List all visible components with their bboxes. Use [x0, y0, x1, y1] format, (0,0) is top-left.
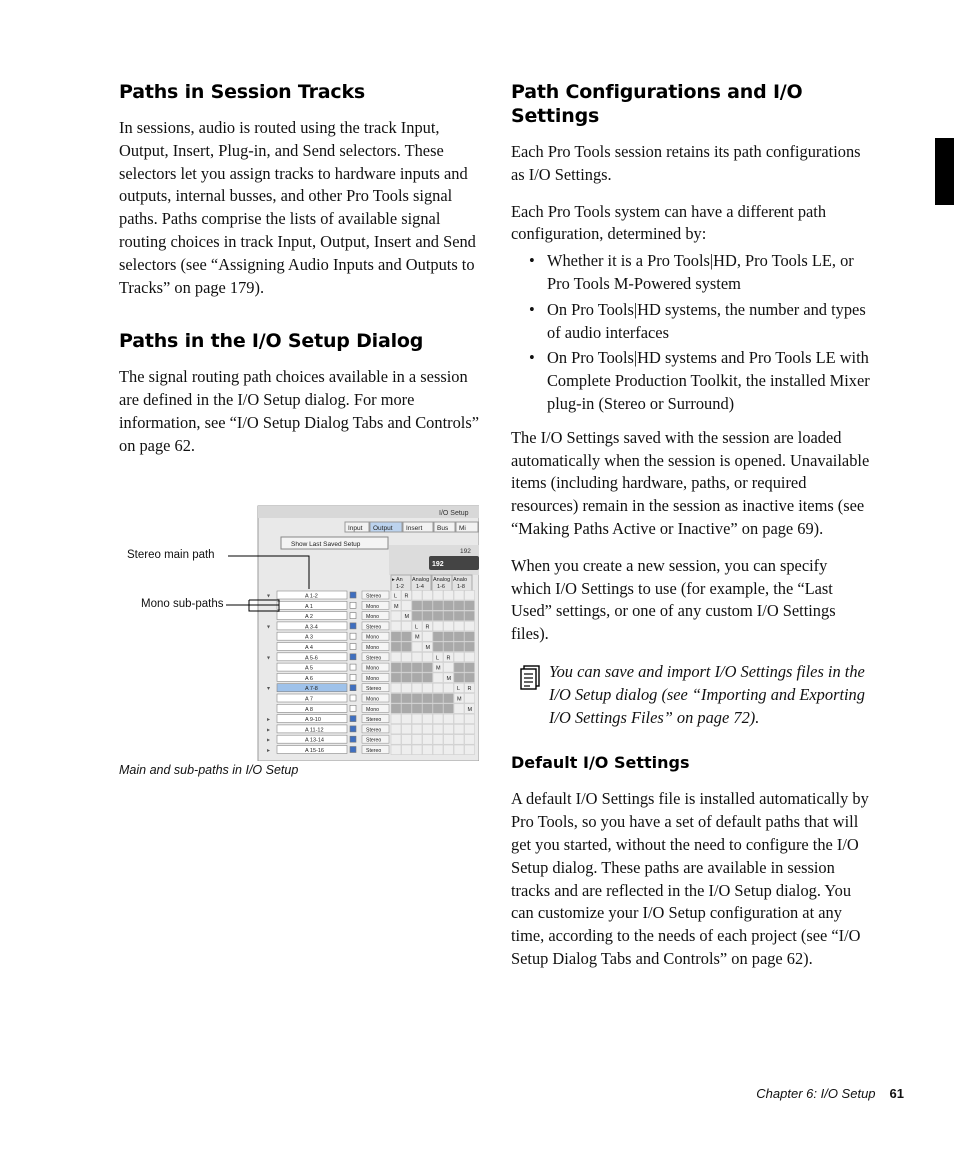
routing-label: M [394, 603, 399, 610]
expand-arrow-icon[interactable]: ▾ [267, 686, 271, 693]
routing-cell[interactable] [433, 642, 443, 652]
routing-cell[interactable] [412, 652, 422, 662]
routing-cell[interactable] [465, 735, 475, 745]
routing-cell[interactable] [454, 642, 464, 652]
routing-cell[interactable] [402, 694, 412, 704]
path-format: Mono [366, 645, 379, 651]
path-active-checkbox[interactable] [350, 736, 356, 742]
routing-cell[interactable] [433, 591, 443, 601]
path-name: A 7-8 [305, 686, 318, 693]
routing-cell[interactable] [433, 632, 443, 642]
path-active-checkbox[interactable] [350, 685, 356, 691]
path-row [267, 735, 475, 745]
path-format: Mono [366, 614, 379, 621]
routing-cell[interactable] [402, 704, 412, 714]
path-row [267, 683, 475, 693]
routing-cell[interactable] [391, 735, 401, 745]
path-active-checkbox[interactable] [350, 623, 356, 629]
routing-cell[interactable] [402, 724, 412, 734]
note-icon [519, 665, 541, 691]
bullet-interfaces: • On Pro Tools|HD systems, the number and types of audio interfaces [511, 299, 871, 345]
path-row [267, 714, 475, 724]
expand-arrow-icon[interactable]: ▾ [267, 593, 271, 600]
routing-cell[interactable] [423, 663, 433, 673]
routing-cell[interactable] [391, 611, 401, 621]
routing-cell[interactable] [444, 663, 454, 673]
path-format: Stereo [366, 737, 382, 744]
routing-label: M [425, 645, 431, 651]
routing-cell[interactable] [423, 694, 433, 704]
hw-badge-text: 192 [432, 561, 444, 568]
routing-cell[interactable] [454, 673, 464, 683]
routing-cell[interactable] [391, 724, 401, 734]
routing-cell[interactable] [465, 714, 475, 724]
routing-cell[interactable] [391, 745, 401, 755]
routing-cell[interactable] [402, 673, 412, 683]
routing-cell[interactable] [444, 704, 454, 714]
heading-path-configurations: Path Configurations and I/O Settings [511, 81, 803, 127]
column-subheader-label: 1-8 [457, 584, 465, 590]
callout-mono-sub-paths: Mono sub-paths [141, 598, 224, 610]
path-format: Stereo [366, 593, 382, 600]
path-name: A 13-14 [305, 737, 324, 744]
routing-cell[interactable] [412, 745, 422, 755]
paragraph-new-session: When you create a new session, you can specify which I/O Settings to use (for example, the “Last Used” settings, or one of any custom I/O Settings files). [511, 555, 836, 644]
routing-cell[interactable] [444, 632, 454, 642]
page-footer [756, 1086, 904, 1101]
routing-cell[interactable] [465, 591, 475, 601]
routing-cell[interactable] [391, 621, 401, 631]
paragraph-default-settings: A default I/O Settings file is installed automatically by Pro Tools, so you have a set of default paths that will get you started, without the need to configure the I/O Setup dialog. These paths are available in session tracks and are reflected in the I/O Setup dialog. You can customize your I/O Setup configuration at any time, according to the needs of each project (see “I/O Setup Dialog Tabs and Controls” on page 62). [511, 789, 869, 968]
routing-cell[interactable] [391, 683, 401, 693]
column-header-label: Analog [412, 577, 430, 583]
expand-arrow-icon[interactable]: ▾ [267, 655, 271, 662]
tip-text: You can save and import I/O Settings files in the I/O Setup dialog (see “Importing and Exporting I/O Settings Files” on page 72). [549, 661, 865, 727]
routing-cell[interactable] [433, 694, 443, 704]
path-format: Stereo [366, 686, 382, 693]
path-row [277, 673, 475, 683]
routing-label: L [415, 624, 419, 631]
routing-cell[interactable] [391, 642, 401, 652]
routing-cell[interactable] [433, 683, 443, 693]
path-name: A 1 [305, 603, 313, 610]
routing-cell[interactable] [465, 611, 475, 621]
path-active-checkbox[interactable] [350, 747, 356, 753]
path-row [267, 652, 475, 662]
column-header-label: Analog [433, 577, 451, 583]
routing-cell[interactable] [444, 683, 454, 693]
routing-cell[interactable] [402, 642, 412, 652]
expand-arrow-icon[interactable]: ▾ [267, 624, 271, 631]
routing-cell[interactable] [412, 694, 422, 704]
routing-cell[interactable] [402, 683, 412, 693]
routing-cell[interactable] [391, 694, 401, 704]
routing-cell[interactable] [444, 745, 454, 755]
routing-cell[interactable] [444, 714, 454, 724]
routing-label: M [457, 696, 462, 703]
routing-cell[interactable] [454, 735, 464, 745]
routing-cell[interactable] [391, 652, 401, 662]
routing-cell[interactable] [391, 673, 401, 683]
routing-cell[interactable] [465, 694, 475, 704]
path-name: A 8 [305, 706, 313, 713]
routing-cell[interactable] [454, 601, 464, 611]
routing-label: L [457, 686, 461, 693]
routing-cell[interactable] [465, 632, 475, 642]
routing-cell[interactable] [423, 632, 433, 642]
routing-cell[interactable] [402, 663, 412, 673]
routing-cell[interactable] [391, 704, 401, 714]
path-row [277, 663, 475, 673]
routing-cell[interactable] [433, 673, 443, 683]
routing-label: M [467, 706, 473, 713]
path-format: Mono [366, 665, 379, 672]
tab-label: Insert [406, 525, 423, 532]
routing-cell[interactable] [444, 601, 454, 611]
path-active-checkbox[interactable] [350, 726, 356, 732]
path-active-checkbox[interactable] [350, 644, 356, 650]
path-name: A 4 [305, 645, 313, 651]
routing-cell[interactable] [412, 591, 422, 601]
routing-cell[interactable] [423, 714, 433, 724]
path-name: A 9-10 [305, 717, 321, 724]
path-active-checkbox[interactable] [350, 602, 356, 608]
routing-label: R [446, 655, 451, 662]
path-format: Mono [366, 634, 379, 641]
path-format: Stereo [366, 624, 382, 631]
path-row [267, 745, 475, 755]
chapter-thumb-tab [935, 138, 954, 205]
path-row [277, 632, 475, 642]
io-setup-figure [119, 505, 479, 761]
bullet-system-type: • Whether it is a Pro Tools|HD, Pro Tools LE, or Pro Tools M-Powered system [511, 250, 871, 296]
routing-cell[interactable] [444, 724, 454, 734]
routing-cell[interactable] [433, 601, 443, 611]
routing-cell[interactable] [412, 611, 422, 621]
routing-cell[interactable] [402, 632, 412, 642]
routing-label: L [436, 655, 440, 662]
routing-cell[interactable] [412, 724, 422, 734]
routing-cell[interactable] [402, 714, 412, 724]
routing-cell[interactable] [454, 591, 464, 601]
path-name: A 5 [305, 665, 313, 672]
routing-label: L [394, 593, 398, 600]
routing-cell[interactable] [465, 652, 475, 662]
expand-arrow-icon[interactable]: ▸ [267, 748, 271, 754]
routing-cell[interactable] [412, 642, 422, 652]
left-column [119, 80, 479, 458]
routing-cell[interactable] [433, 745, 443, 755]
routing-cell[interactable] [391, 714, 401, 724]
path-name: A 1-2 [305, 593, 318, 600]
heading-default-io-settings: Default I/O Settings [511, 753, 690, 773]
routing-cell[interactable] [465, 673, 475, 683]
column-header-label: ▸ An [392, 577, 403, 583]
io-setup-screenshot [119, 505, 479, 761]
bullet-mixer-plugin: • On Pro Tools|HD systems and Pro Tools LE with Complete Production Toolkit, the installed Mixer plug-in (Stereo or Surround) [511, 347, 871, 415]
column-subheader-label: 1-4 [416, 584, 424, 590]
path-name: A 2 [305, 614, 313, 621]
routing-label: M [404, 614, 410, 621]
path-row [277, 704, 475, 714]
show-last-saved-label: Show Last Saved Setup [291, 541, 361, 548]
routing-cell[interactable] [391, 632, 401, 642]
path-row [267, 591, 475, 601]
path-name: A 5-6 [305, 655, 318, 662]
routing-cell[interactable] [444, 735, 454, 745]
path-name: A 11-12 [305, 727, 324, 734]
routing-cell[interactable] [423, 673, 433, 683]
path-name: A 3 [305, 634, 313, 641]
routing-cell[interactable] [412, 704, 422, 714]
routing-cell[interactable] [423, 735, 433, 745]
routing-cell[interactable] [433, 724, 443, 734]
routing-label: M [415, 634, 420, 641]
configuration-bullets [511, 250, 871, 416]
routing-cell[interactable] [465, 601, 475, 611]
routing-label: M [446, 675, 452, 682]
tab-label: Input [348, 525, 363, 532]
hw-label: 192 [460, 548, 471, 555]
routing-cell[interactable] [465, 724, 475, 734]
routing-cell[interactable] [444, 642, 454, 652]
routing-cell[interactable] [412, 673, 422, 683]
routing-cell[interactable] [465, 663, 475, 673]
expand-arrow-icon[interactable]: ▸ [267, 717, 271, 724]
routing-cell[interactable] [454, 745, 464, 755]
routing-cell[interactable] [402, 621, 412, 631]
callout-stereo-main-path: Stereo main path [127, 549, 215, 561]
paragraph-saved-settings: The I/O Settings saved with the session are loaded automatically when the session is opened. Unavailable items (including hardware, paths, or required resources) remain in the session as inactive items (see “Making Paths Active or Inactive” on page 69). [511, 427, 870, 538]
window-title: I/O Setup [439, 510, 469, 517]
path-format: Stereo [366, 748, 382, 754]
routing-cell[interactable] [454, 704, 464, 714]
routing-cell[interactable] [423, 724, 433, 734]
column-header-label: Analo [453, 577, 468, 583]
routing-cell[interactable] [402, 601, 412, 611]
path-format: Stereo [366, 655, 382, 662]
paragraph-io-setup: The signal routing path choices available in a session are defined in the I/O Setup dialog. For more information, see “I/O Setup Dialog Tabs and Controls” on page 62. [119, 367, 479, 455]
routing-label: R [425, 624, 430, 631]
path-active-checkbox[interactable] [350, 592, 356, 598]
path-active-checkbox[interactable] [350, 716, 356, 722]
routing-cell[interactable] [423, 591, 433, 601]
routing-cell[interactable] [412, 714, 422, 724]
routing-cell[interactable] [433, 714, 443, 724]
path-active-checkbox[interactable] [350, 674, 356, 680]
paragraph-session-paths: In sessions, audio is routed using the track Input, Output, Insert, Plug-in, and Send selectors. These selectors let you assign tracks to hardware inputs and outputs, internal busses, and other Pro Tools signal paths. Paths comprise the lists of available signal routing choices in track Input, Output, Insert and Send selectors (see “Assigning Audio Inputs and Outputs to Tracks” on page 179). [119, 118, 476, 297]
routing-label: R [404, 593, 409, 600]
path-name: A 7 [305, 696, 313, 703]
paragraph-system-config: Each Pro Tools system can have a different path configuration, determined by: [511, 201, 827, 244]
path-name: A 6 [305, 675, 313, 682]
tab-label: Mi [459, 525, 466, 532]
tab-label: Output [373, 525, 393, 532]
path-row [277, 601, 475, 611]
routing-cell[interactable] [454, 663, 464, 673]
tip-note [511, 661, 871, 729]
page-number: 61 [889, 1086, 904, 1101]
path-format: Mono [366, 696, 379, 703]
tab-label: Bus [437, 525, 449, 532]
routing-cell[interactable] [465, 642, 475, 652]
path-active-checkbox[interactable] [350, 695, 356, 701]
column-subheader-label: 1-2 [396, 584, 404, 590]
routing-cell[interactable] [433, 611, 443, 621]
routing-cell[interactable] [465, 745, 475, 755]
routing-cell[interactable] [423, 683, 433, 693]
heading-paths-in-io-setup: Paths in the I/O Setup Dialog [119, 330, 424, 353]
routing-cell[interactable] [412, 663, 422, 673]
path-active-checkbox[interactable] [350, 664, 356, 670]
routing-cell[interactable] [444, 611, 454, 621]
routing-label: M [436, 665, 441, 672]
routing-cell[interactable] [412, 683, 422, 693]
routing-cell[interactable] [465, 621, 475, 631]
path-format: Stereo [366, 727, 382, 734]
path-format: Stereo [366, 717, 382, 724]
routing-label: R [467, 686, 472, 693]
routing-cell[interactable] [402, 652, 412, 662]
routing-cell[interactable] [454, 724, 464, 734]
path-row [277, 642, 475, 652]
routing-cell[interactable] [402, 735, 412, 745]
path-name: A 3-4 [305, 624, 318, 631]
routing-cell[interactable] [423, 745, 433, 755]
routing-cell[interactable] [391, 663, 401, 673]
path-active-checkbox[interactable] [350, 633, 356, 639]
heading-paths-in-session-tracks: Paths in Session Tracks [119, 81, 365, 103]
path-row [277, 611, 475, 621]
routing-cell[interactable] [454, 714, 464, 724]
routing-cell[interactable] [433, 704, 443, 714]
routing-cell[interactable] [423, 704, 433, 714]
routing-cell[interactable] [433, 735, 443, 745]
path-active-checkbox[interactable] [350, 613, 356, 619]
routing-cell[interactable] [444, 694, 454, 704]
routing-cell[interactable] [433, 621, 443, 631]
routing-cell[interactable] [402, 745, 412, 755]
path-format: Mono [366, 603, 379, 610]
path-row [267, 724, 475, 734]
path-row [277, 694, 475, 704]
routing-cell[interactable] [423, 601, 433, 611]
routing-cell[interactable] [454, 611, 464, 621]
path-format: Mono [366, 675, 379, 682]
routing-cell[interactable] [412, 735, 422, 745]
right-column [511, 80, 871, 971]
routing-cell[interactable] [444, 621, 454, 631]
figure-caption: Main and sub-paths in I/O Setup [119, 763, 299, 777]
path-name: A 15-16 [305, 748, 324, 754]
paragraph-retains-config: Each Pro Tools session retains its path configurations as I/O Settings. [511, 142, 861, 184]
expand-arrow-icon[interactable]: ▸ [267, 737, 271, 744]
path-format: Mono [366, 706, 379, 713]
path-active-checkbox[interactable] [350, 654, 356, 660]
routing-cell[interactable] [454, 652, 464, 662]
footer-chapter: Chapter 6: I/O Setup [756, 1086, 876, 1101]
path-row [267, 621, 475, 631]
routing-cell[interactable] [412, 601, 422, 611]
routing-cell[interactable] [423, 611, 433, 621]
expand-arrow-icon[interactable]: ▸ [267, 727, 271, 734]
routing-cell[interactable] [454, 621, 464, 631]
routing-cell[interactable] [423, 652, 433, 662]
routing-cell[interactable] [444, 591, 454, 601]
column-subheader-label: 1-6 [437, 584, 445, 590]
routing-cell[interactable] [454, 632, 464, 642]
path-active-checkbox[interactable] [350, 705, 356, 711]
